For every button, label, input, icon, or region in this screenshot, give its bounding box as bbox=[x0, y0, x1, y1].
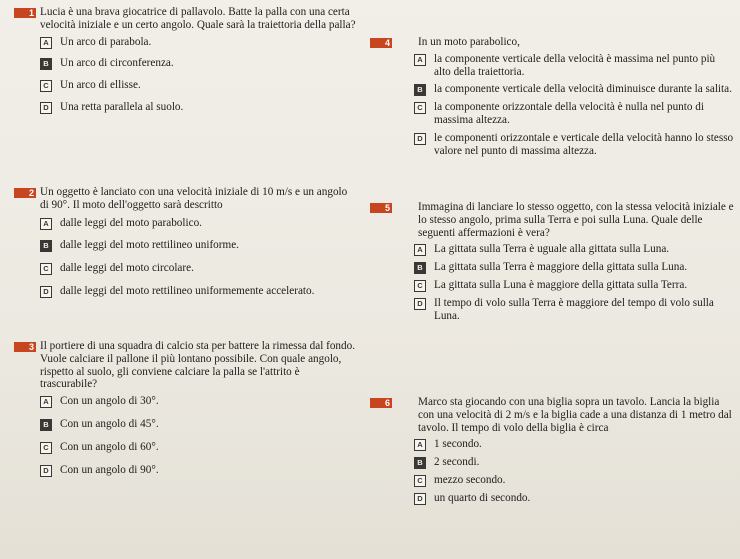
option-c[interactable] bbox=[40, 79, 356, 92]
option-list bbox=[368, 438, 740, 504]
option-list bbox=[368, 53, 740, 158]
option-text: la componente orizzontale della velocità è nulla nel punto di massima altezza. bbox=[434, 101, 704, 126]
option-letter: D bbox=[40, 102, 52, 114]
question-text: Lucia è una brava giocatrice di pallavolo. Batte la palla con una certa velocità iniziale e un certo angolo. Quale sarà la traiettoria della palla? bbox=[40, 6, 356, 31]
question-text: Marco sta giocando con una biglia sopra un tavolo. Lancia la biglia con una velocità di 2 m/s e la biglia cade a una distanza di 1 metro dal tavolo. Il tempo di volo della biglia è circa bbox=[418, 396, 732, 434]
option-letter: A bbox=[414, 439, 426, 451]
option-text: Con un angolo di 30°. bbox=[60, 395, 159, 408]
question-text: Un oggetto è lanciato con una velocità iniziale di 10 m/s e un angolo di 90°. Il moto dell'oggetto sarà descritto bbox=[40, 186, 348, 211]
option-list bbox=[0, 217, 362, 298]
option-text: Un arco di circonferenza. bbox=[60, 57, 174, 70]
question-number: 3 bbox=[14, 342, 36, 352]
option-letter: B bbox=[40, 419, 52, 431]
question-number: 1 bbox=[14, 8, 36, 18]
bleed-through-shadow bbox=[14, 540, 234, 552]
option-d[interactable] bbox=[414, 297, 734, 323]
option-b[interactable] bbox=[414, 83, 734, 96]
option-d[interactable] bbox=[414, 132, 734, 158]
option-text: la componente verticale della velocità è massima nel punto più alto della traiettoria. bbox=[434, 52, 716, 78]
option-text: Un arco di parabola. bbox=[60, 35, 152, 48]
option-text: La gittata sulla Terra è uguale alla gittata sulla Luna. bbox=[434, 243, 670, 256]
option-text: Con un angolo di 45°. bbox=[60, 417, 159, 430]
question-number: 4 bbox=[370, 38, 392, 48]
option-d[interactable] bbox=[40, 464, 356, 477]
option-text: La gittata sulla Terra è maggiore della gittata sulla Luna. bbox=[434, 261, 688, 274]
option-text: dalle leggi del moto rettilineo uniforme. bbox=[60, 239, 239, 252]
option-letter: C bbox=[40, 442, 52, 454]
option-letter: A bbox=[414, 54, 426, 66]
question-5 bbox=[368, 201, 740, 327]
question-number: 2 bbox=[14, 188, 36, 198]
option-letter: C bbox=[414, 280, 426, 292]
option-a[interactable] bbox=[414, 438, 734, 451]
option-b[interactable] bbox=[40, 239, 356, 252]
option-b[interactable] bbox=[414, 261, 734, 274]
option-list bbox=[0, 36, 362, 114]
question-number: 6 bbox=[370, 398, 392, 408]
question-number: 5 bbox=[370, 203, 392, 213]
option-c[interactable] bbox=[40, 441, 356, 454]
question-6 bbox=[368, 396, 740, 510]
option-text: mezzo secondo. bbox=[434, 473, 506, 486]
option-text: un quarto di secondo. bbox=[434, 491, 531, 504]
option-letter: D bbox=[414, 493, 426, 505]
option-a[interactable] bbox=[40, 217, 356, 230]
option-text: La gittata sulla Luna è maggiore della gittata sulla Terra. bbox=[434, 278, 688, 291]
option-list bbox=[0, 395, 362, 476]
question-text: In un moto parabolico, bbox=[418, 36, 520, 48]
option-a[interactable] bbox=[40, 36, 356, 49]
question-2 bbox=[0, 186, 362, 307]
option-text: Una retta parallela al suolo. bbox=[60, 100, 184, 113]
question-3 bbox=[0, 340, 362, 485]
option-text: dalle leggi del moto rettilineo uniformemente accelerato. bbox=[60, 284, 315, 297]
option-letter: B bbox=[414, 457, 426, 469]
option-d[interactable] bbox=[414, 492, 734, 505]
option-c[interactable] bbox=[414, 101, 734, 127]
option-text: dalle leggi del moto parabolico. bbox=[60, 216, 202, 229]
question-text: Immagina di lanciare lo stesso oggetto, con la stessa velocità iniziale e lo stesso angolo, prima sulla Terra e poi sulla Luna. Quale delle seguenti affermazioni è vera? bbox=[418, 201, 734, 239]
option-a[interactable] bbox=[414, 243, 734, 256]
option-letter: B bbox=[40, 58, 52, 70]
option-letter: D bbox=[414, 298, 426, 310]
option-d[interactable] bbox=[40, 285, 350, 298]
option-letter: B bbox=[414, 84, 426, 96]
option-letter: A bbox=[414, 244, 426, 256]
option-text: Il tempo di volo sulla Terra è maggiore del tempo di volo sulla Luna. bbox=[434, 296, 714, 322]
question-1 bbox=[0, 6, 362, 123]
option-c[interactable] bbox=[414, 474, 734, 487]
option-b[interactable] bbox=[40, 418, 356, 431]
question-4 bbox=[368, 36, 740, 162]
option-a[interactable] bbox=[40, 395, 356, 408]
option-text: Un arco di ellisse. bbox=[60, 79, 141, 92]
option-d[interactable] bbox=[40, 101, 356, 114]
option-text: 2 secondi. bbox=[434, 456, 480, 469]
option-letter: D bbox=[414, 133, 426, 145]
option-text: 1 secondo. bbox=[434, 438, 482, 451]
option-b[interactable] bbox=[40, 57, 356, 70]
option-text: la componente verticale della velocità diminuisce durante la salita. bbox=[434, 83, 732, 96]
option-letter: C bbox=[414, 475, 426, 487]
option-text: dalle leggi del moto circolare. bbox=[60, 262, 194, 275]
option-letter: B bbox=[40, 240, 52, 252]
option-text: Con un angolo di 60°. bbox=[60, 440, 159, 453]
option-b[interactable] bbox=[414, 456, 734, 469]
option-a[interactable] bbox=[414, 53, 734, 79]
option-letter: C bbox=[40, 263, 52, 275]
option-letter: A bbox=[40, 37, 52, 49]
question-text: Il portiere di una squadra di calcio sta per battere la rimessa dal fondo. Vuole calciare il pallone il più lontano possibile. Con quale angolo, rispetto al suolo, gli conviene calciare la palla se l'attrito è trascurabile? bbox=[40, 340, 355, 391]
option-letter: D bbox=[40, 286, 52, 298]
option-letter: A bbox=[40, 396, 52, 408]
option-c[interactable] bbox=[414, 279, 734, 292]
option-text: le componenti orizzontale e verticale della velocità hanno lo stesso valore nel punto di massima altezza. bbox=[434, 131, 734, 157]
option-letter: C bbox=[40, 80, 52, 92]
option-letter: D bbox=[40, 465, 52, 477]
option-letter: A bbox=[40, 218, 52, 230]
option-c[interactable] bbox=[40, 262, 356, 275]
option-list bbox=[368, 243, 740, 322]
option-text: Con un angolo di 90°. bbox=[60, 463, 159, 476]
option-letter: B bbox=[414, 262, 426, 274]
option-letter: C bbox=[414, 102, 426, 114]
